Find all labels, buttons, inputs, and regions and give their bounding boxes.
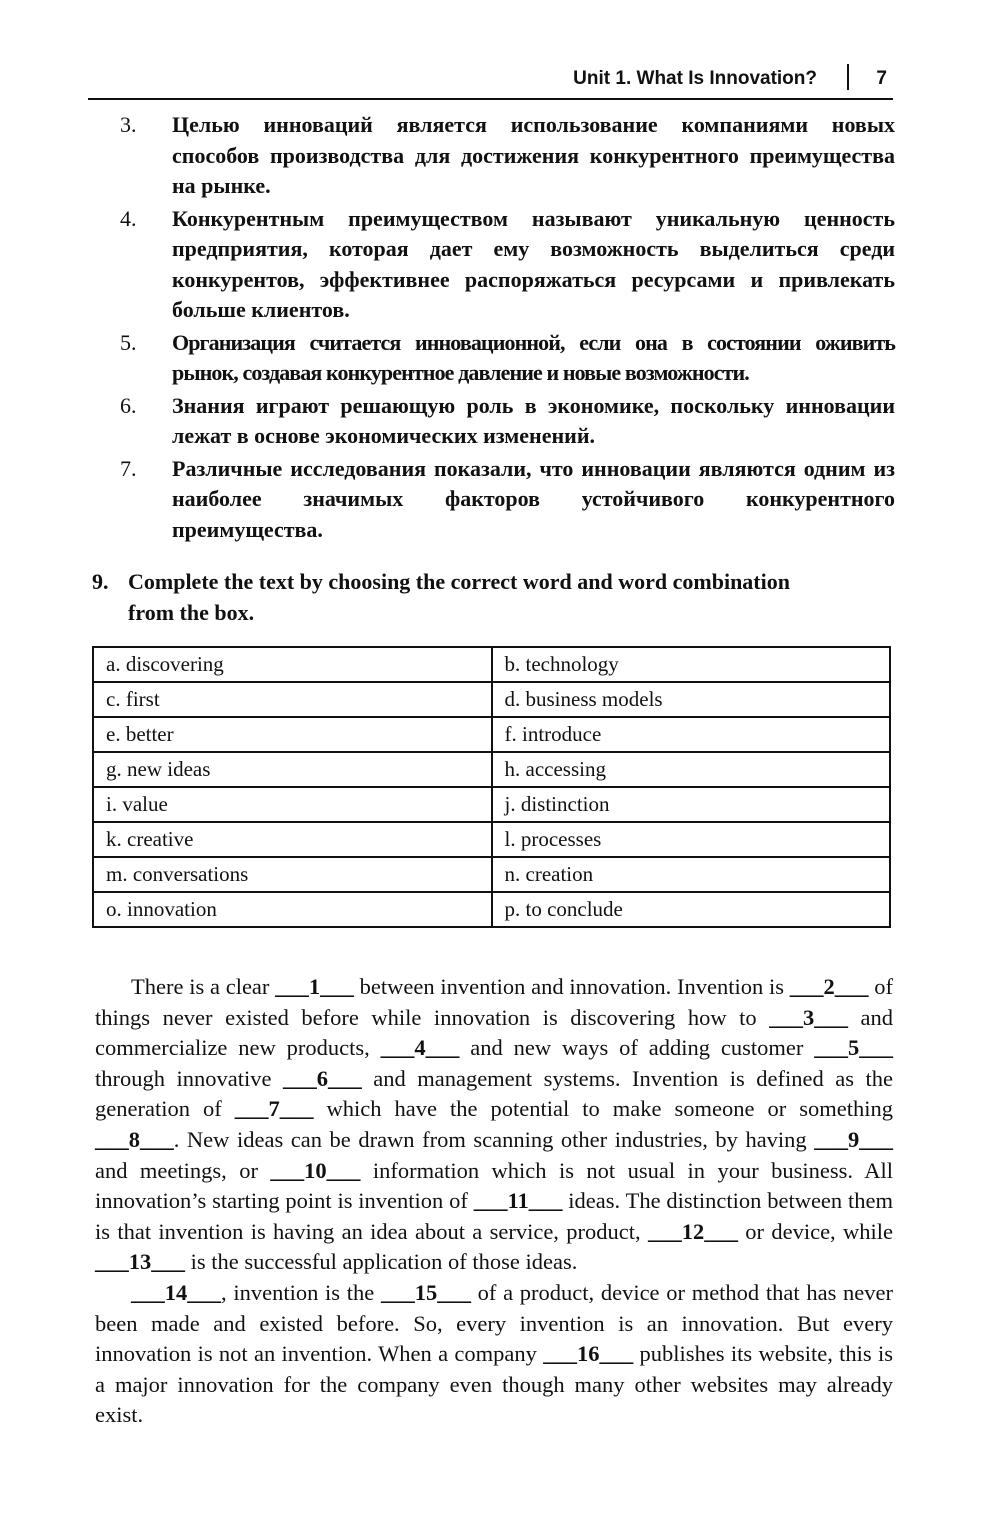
- task-number: 9.: [92, 569, 109, 594]
- russian-sentence-list: [120, 110, 895, 547]
- passage-paragraph-1: [95, 972, 893, 1278]
- word-option: f. introduce: [492, 717, 891, 752]
- gap-blank-12[interactable]: ___12___: [647, 1218, 738, 1244]
- passage-text: and meetings, or: [95, 1157, 271, 1183]
- sentence-number: 4.: [120, 205, 137, 231]
- sentence-text: Конкурентным преимуществом называют уникальную ценность предприятия, которая дает ему возможность выделиться среди конкурентов, эффективнее распоряжаться ресурсами и привлекать больше клиентов.: [172, 205, 895, 322]
- word-box-row: [93, 892, 890, 927]
- word-box-row: [93, 682, 890, 717]
- word-option: j. distinction: [492, 787, 891, 822]
- unit-title: Unit 1. What Is Innovation?: [573, 68, 817, 89]
- russian-sentence: [120, 328, 895, 389]
- sentence-text: Знания играют решающую роль в экономике, поскольку инновации лежат в основе экономических изменений.: [172, 392, 895, 448]
- word-box-row: [93, 822, 890, 857]
- task-instruction: [92, 566, 892, 628]
- word-option: a. discovering: [93, 647, 492, 682]
- gap-blank-11[interactable]: ___11___: [473, 1188, 563, 1214]
- word-box-row: [93, 787, 890, 822]
- passage-paragraph-2: [95, 1278, 893, 1431]
- passage-text: information which is not usual in your business. All innovation’s starting point is invention of: [95, 1157, 893, 1214]
- passage-text: is the successful application of those ideas.: [185, 1249, 578, 1275]
- gap-blank-9[interactable]: ___9___: [814, 1126, 893, 1152]
- task-line-1: Complete the text by choosing the correct word and word combination: [128, 569, 790, 594]
- russian-sentence: [120, 110, 895, 202]
- passage-text: of things never existed before while innovation is discovering how to: [95, 974, 893, 1030]
- word-option: b. technology: [492, 647, 891, 682]
- passage-text: which have the potential to make someone or something: [313, 1096, 893, 1122]
- word-box-row: [93, 752, 890, 787]
- word-option: o. innovation: [93, 892, 492, 927]
- gap-blank-10[interactable]: ___10___: [270, 1157, 361, 1183]
- word-option: c. first: [93, 682, 492, 717]
- sentence-number: 5.: [120, 329, 137, 355]
- passage-text: . New ideas can be drawn from scanning other industries, by having: [173, 1126, 815, 1152]
- russian-sentence: [120, 454, 895, 546]
- header-separator: [847, 64, 849, 90]
- gap-blank-16[interactable]: ___16___: [543, 1341, 634, 1367]
- sentence-number: 3.: [120, 112, 137, 137]
- word-option: k. creative: [93, 822, 492, 857]
- gap-blank-13[interactable]: ___13___: [95, 1249, 185, 1275]
- sentence-number: 6.: [120, 392, 137, 418]
- passage-text: through innovative: [95, 1065, 283, 1091]
- word-option: g. new ideas: [93, 752, 492, 787]
- passage-text: of a product, device or method that has never been made and existed before. So, every invention is an innovation. But every innovation is not an invention. When a company: [95, 1279, 893, 1367]
- gap-blank-14[interactable]: ___14___: [131, 1279, 221, 1305]
- word-option: n. creation: [492, 857, 891, 892]
- passage-text: , invention is the: [221, 1279, 381, 1305]
- sentence-text: Целью инноваций является использование компаниями новых способов производства для достижения конкурентного преимущества на рынке.: [172, 112, 895, 198]
- passage-text: and commercialize new products,: [95, 1004, 893, 1061]
- passage-text: There is a clear: [131, 974, 276, 999]
- page-header: [88, 62, 893, 100]
- gap-blank-5[interactable]: ___5___: [814, 1035, 894, 1061]
- passage-text: and new ways of adding customer: [459, 1035, 815, 1061]
- passage-text: and management systems. Invention is defined as the generation of: [95, 1065, 893, 1122]
- word-option: h. accessing: [492, 752, 891, 787]
- word-option: m. conversations: [93, 857, 492, 892]
- russian-sentence: [120, 391, 895, 452]
- gap-blank-15[interactable]: ___15___: [380, 1279, 471, 1305]
- word-option: i. value: [93, 787, 492, 822]
- page-number: 7: [876, 68, 887, 89]
- gap-blank-8[interactable]: ___8___: [95, 1126, 174, 1152]
- word-option: e. better: [93, 717, 492, 752]
- word-box-row: [93, 857, 890, 892]
- word-box-row: [93, 647, 890, 682]
- gap-blank-1[interactable]: ___1___: [275, 974, 354, 999]
- sentence-number: 7.: [120, 455, 137, 481]
- passage-text: between invention and innovation. Invention is: [353, 974, 790, 999]
- gap-blank-7[interactable]: ___7___: [234, 1096, 314, 1122]
- passage-text: publishes its website, this is a major innovation for the company even though many other websites may already exist.: [95, 1341, 893, 1428]
- word-box-row: [93, 717, 890, 752]
- passage-text: ideas. The distinction between them is that invention is having an idea about a service, product,: [95, 1188, 893, 1244]
- gap-fill-passage: [95, 972, 893, 1431]
- sentence-text: Различные исследования показали, что инновации являются одним из наиболее значимых факторов устойчивого конкурентного преимущества.: [172, 455, 895, 542]
- task-line-2: from the box.: [128, 600, 255, 625]
- word-option: d. business models: [492, 682, 891, 717]
- gap-blank-2[interactable]: ___2___: [789, 974, 869, 999]
- russian-sentence: [120, 204, 895, 326]
- word-option: l. processes: [492, 822, 891, 857]
- gap-blank-3[interactable]: ___3___: [769, 1004, 848, 1030]
- passage-text: or device, while: [737, 1218, 893, 1244]
- gap-blank-6[interactable]: ___6___: [282, 1065, 362, 1091]
- word-box: [92, 646, 891, 928]
- word-option: p. to conclude: [492, 892, 891, 927]
- gap-blank-4[interactable]: ___4___: [380, 1035, 460, 1061]
- sentence-text: Организация считается инновационной, если она в состоянии оживить рынок, создавая конкурентное давление и новые возможности.: [172, 329, 895, 385]
